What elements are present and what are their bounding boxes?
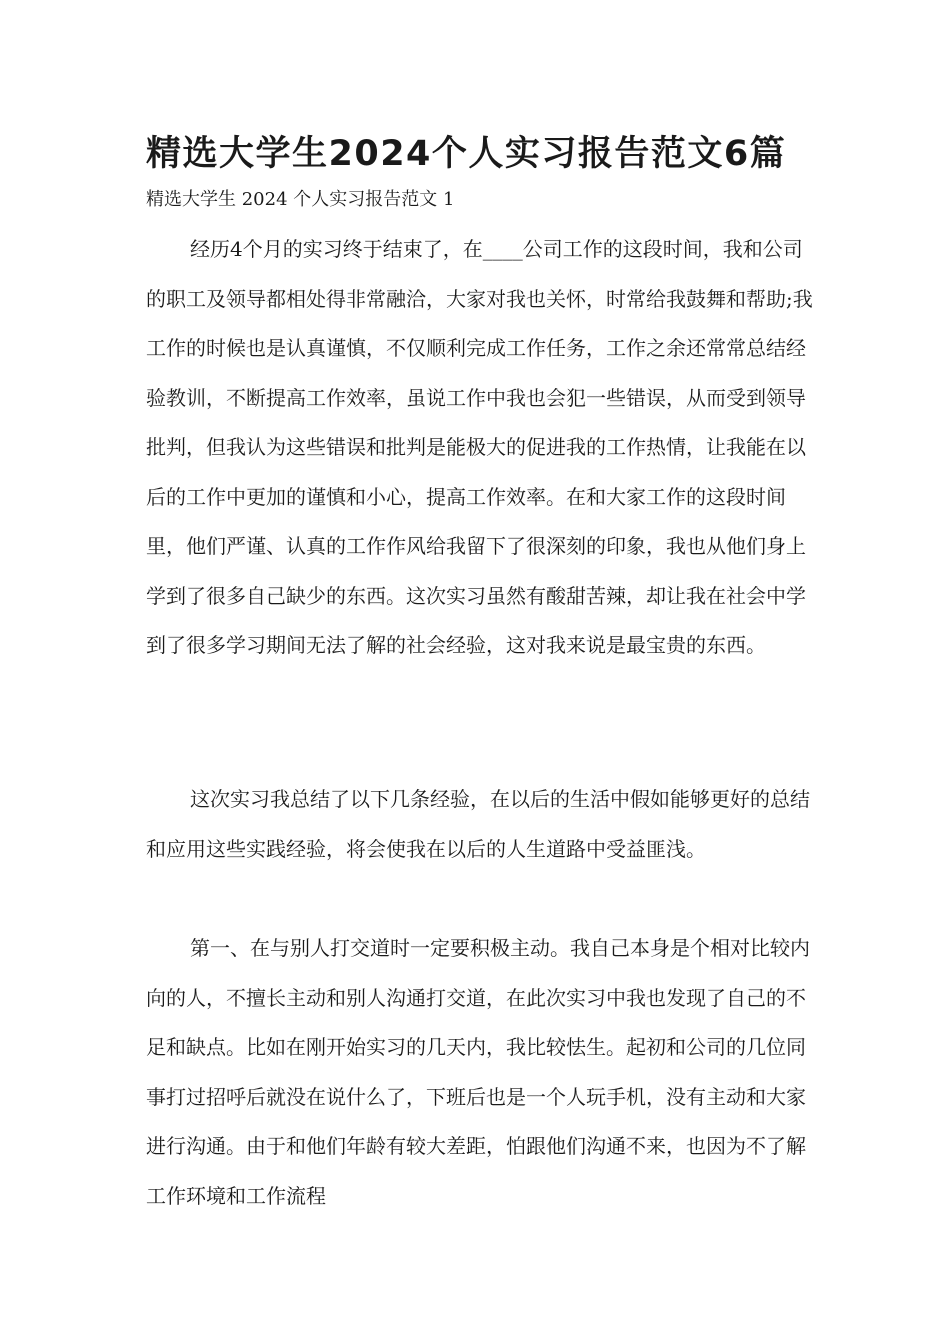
document-subtitle: 精选大学生 2024 个人实习报告范文 1 bbox=[146, 189, 455, 210]
paragraph-1: 经历4个月的实习终于结束了，在____公司工作的这段时间，我和公司的职工及领导都相处得非常融洽，大家对我也关怀，时常给我鼓舞和帮助;我工作的时候也是认真谨慎，不仅顺利完成工作任务，工作之余还常常总结经验教训，不断提高工作效率，虽说工作中我也会犯一些错误，从而受到领导批判，但我认为这些错误和批判是能极大的促进我的工作热情，让我能在以后的工作中更加的谨慎和小心，提高工作效率。在和大家工作的这段时间里，他们严谨、认真的工作作风给我留下了很深刻的印象，我也从他们身上学到了很多自己缺少的东西。这次实习虽然有酸甜苦辣，却让我在社会中学到了很多学习期间无法了解的社会经验，这对我来说是最宝贵的东西。 bbox=[146, 237, 813, 657]
paragraph-2: 这次实习我总结了以下几条经验，在以后的生活中假如能够更好的总结和应用这些实践经验，将会使我在以后的人生道路中受益匪浅。 bbox=[146, 787, 810, 861]
paragraph-3: 第一、在与别人打交道时一定要积极主动。我自己本身是个相对比较内向的人，不擅长主动和别人沟通打交道，在此次实习中我也发现了自己的不足和缺点。比如在刚开始实习的几天内，我比较怯生。起初和公司的几位同事打过招呼后就没在说什么了，下班后也是一个人玩手机，没有主动和大家进行沟通。由于和他们年龄有较大差距，怕跟他们沟通不来，也因为不了解工作环境和工作流程 bbox=[146, 936, 810, 1208]
document-title: 精选大学生2024个人实习报告范文6篇 bbox=[146, 134, 787, 174]
